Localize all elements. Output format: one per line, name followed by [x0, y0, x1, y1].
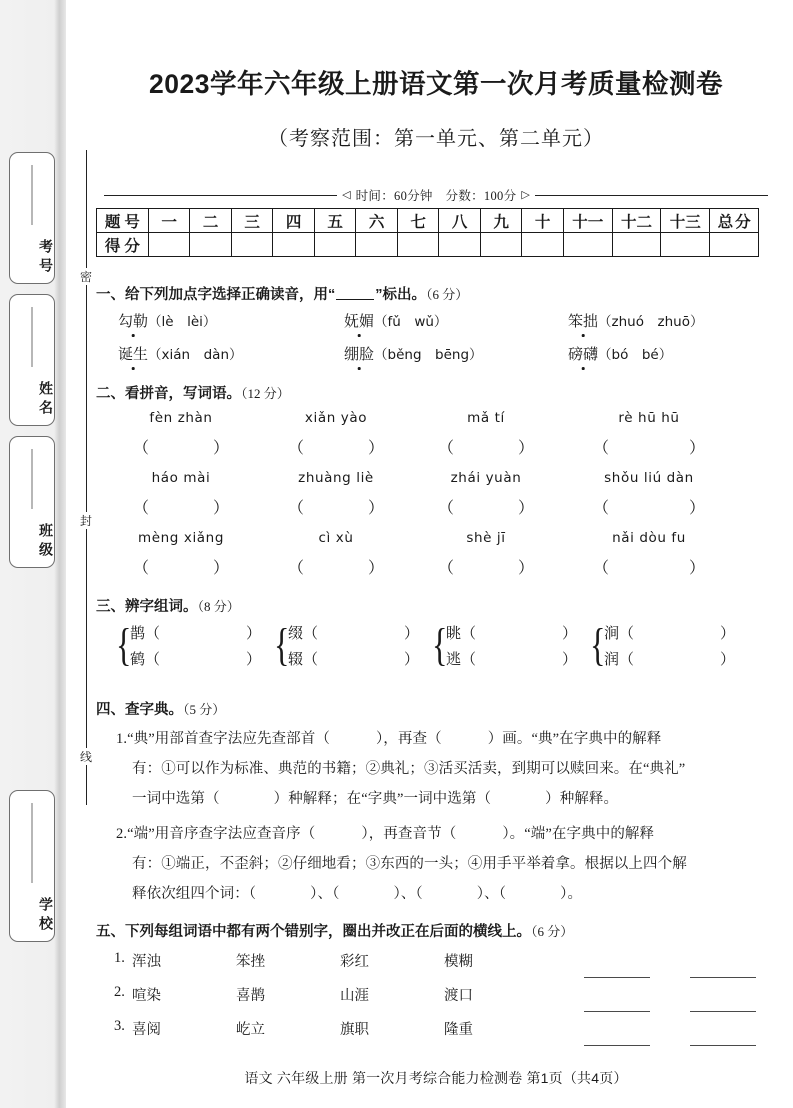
q1-text-b: ），再查（ — [375, 731, 442, 747]
seal-char-feng: 封 — [76, 512, 96, 529]
seal-box-exam-number — [9, 152, 55, 284]
paren-close: ） — [246, 626, 262, 642]
section-3-number: 三、 — [96, 599, 125, 615]
score-col-header: 九 — [480, 209, 522, 233]
section-1-title-after: ”标出。 — [375, 287, 426, 303]
score-cell[interactable] — [480, 233, 522, 257]
pinyin-prompt: zhuàng liè — [298, 470, 374, 486]
score-cell[interactable] — [522, 233, 564, 257]
pron-word: 绷脸 — [344, 347, 375, 363]
pron-word: 妩媚 — [344, 314, 375, 330]
seal-char-xian: 线 — [76, 748, 96, 765]
brace-icon: { — [432, 619, 448, 670]
page-footer: 语文 六年级上册 第一次月考综合能力检测卷 第1页（共4页） — [244, 1070, 628, 1086]
rule-left — [104, 195, 337, 196]
word-cell[interactable]: 旗职 — [340, 1022, 369, 1038]
seal-box-label: 班级 — [37, 523, 52, 561]
answer-parens[interactable]: （ ） — [592, 560, 705, 577]
writing-line — [32, 307, 33, 367]
char-label: 润（ — [604, 652, 635, 668]
brace-icon: { — [274, 619, 290, 670]
dict-q2-line2: 有：①端正，不歪斜；②仔细地看；③东西的一头；④用手平举着拿。根据以上四个解 — [132, 856, 687, 872]
pron-choice-item[interactable] — [118, 343, 243, 364]
q2-text-g: ）、（ — [476, 886, 507, 902]
char-label: 辍（ — [288, 652, 319, 668]
score-table-row-label: 题号 — [97, 209, 149, 233]
q2-text-b: ），再查音节（ — [361, 826, 457, 842]
pron-choice-item[interactable] — [118, 310, 216, 331]
dict-q1-line3 — [132, 787, 618, 808]
seal-char-mi: 密 — [76, 268, 96, 285]
section-2-number: 二、 — [96, 386, 125, 402]
exam-meta-text: 时间：60分钟 分数：100分 — [355, 189, 517, 203]
q2-text-f: ）、（ — [393, 886, 423, 902]
char-label: 缀（ — [288, 626, 319, 642]
seal-box-label: 姓名 — [37, 381, 52, 419]
q2-text-d: 释依次组四个词：（ — [132, 886, 257, 902]
q2-text-c: ）。“端”在字典中的解释 — [502, 826, 655, 842]
paren-close: ） — [562, 652, 578, 668]
word-cell[interactable]: 渡口 — [444, 988, 473, 1004]
section-1-number: 一、 — [96, 287, 125, 303]
dict-q1-line1 — [116, 727, 661, 748]
row-index: 3. — [114, 1018, 125, 1034]
score-cell[interactable] — [148, 233, 190, 257]
q2-text-h: ）。 — [560, 886, 583, 902]
char-pair-top[interactable] — [288, 622, 419, 643]
seal-box-label: 学校 — [37, 897, 52, 935]
dict-q2-line1 — [116, 822, 654, 843]
correction-blank[interactable] — [584, 1045, 650, 1046]
pron-word: 勾勒 — [118, 314, 149, 330]
score-col-header-total: 总分 — [710, 209, 759, 233]
table-row — [96, 984, 759, 1014]
char-pair-bottom[interactable] — [446, 648, 577, 669]
q1-text-c: ）画。“典”在字典中的解释 — [487, 731, 662, 747]
word-cell[interactable]: 笨挫 — [236, 954, 265, 970]
score-col-header: 一 — [148, 209, 190, 233]
pron-options: （xián dàn） — [148, 347, 243, 363]
q1-text-e: ）种解释；在“字典”一词中选第（ — [273, 791, 492, 807]
writing-line — [32, 165, 33, 225]
score-cell[interactable] — [612, 233, 661, 257]
score-cell[interactable] — [273, 233, 315, 257]
table-row — [96, 1018, 759, 1048]
brace-icon: { — [590, 619, 606, 670]
pron-word: 磅礴 — [568, 347, 599, 363]
paper-content — [96, 0, 776, 1108]
dict-q2-line3 — [132, 882, 582, 903]
score-table — [96, 208, 759, 257]
word-cell[interactable]: 彩红 — [340, 954, 369, 970]
pron-options: （běng bēng） — [374, 347, 483, 363]
page-title: 2023学年六年级上册语文第一次月考质量检测卷 — [149, 69, 723, 99]
pron-options: （bó bé） — [598, 347, 673, 363]
score-col-header: 六 — [356, 209, 398, 233]
score-cell[interactable] — [397, 233, 439, 257]
score-col-header: 十 — [522, 209, 564, 233]
pron-choice-item[interactable] — [568, 343, 672, 364]
section-4-points: （5 分） — [183, 702, 226, 717]
pinyin-prompt: mǎ tí — [467, 410, 505, 426]
q2-text-a: 2.“端”用音序查字法应查音序（ — [116, 826, 316, 842]
table-row-question-numbers — [97, 209, 759, 233]
pron-choice-item[interactable] — [568, 310, 703, 331]
pinyin-prompt: zhái yuàn — [450, 470, 522, 486]
pron-options: （fǔ wǔ） — [374, 314, 448, 330]
pinyin-prompt: nǎi dòu fu — [612, 530, 686, 546]
answer-parens[interactable]: （ ） — [132, 500, 229, 517]
score-table-row-label: 得分 — [97, 233, 149, 257]
char-pair-group — [432, 619, 582, 674]
correction-blank[interactable] — [584, 1011, 650, 1012]
pron-choice-item[interactable] — [344, 343, 483, 364]
paren-close: ） — [720, 652, 736, 668]
q2-text-e: ）、（ — [310, 886, 340, 902]
score-cell[interactable] — [356, 233, 398, 257]
answer-parens[interactable]: （ ） — [437, 440, 534, 457]
score-col-header: 三 — [231, 209, 273, 233]
pron-options: （zhuó zhuō） — [598, 314, 704, 330]
page-subtitle: （考察范围：第一单元、第二单元） — [268, 128, 604, 150]
seal-dividing-line — [86, 150, 87, 805]
word-cell[interactable]: 喜鹊 — [236, 988, 265, 1004]
answer-parens[interactable]: （ ） — [132, 560, 229, 577]
section-5-heading — [96, 920, 573, 941]
row-index: 1. — [114, 950, 125, 966]
char-pair-bottom[interactable] — [604, 648, 735, 669]
answer-parens[interactable]: （ ） — [287, 500, 384, 517]
pinyin-prompt: shè jī — [466, 530, 506, 546]
pinyin-prompt: fèn zhàn — [149, 410, 213, 426]
section-2-points: （12 分） — [241, 386, 290, 401]
seal-margin — [0, 0, 66, 1108]
score-cell[interactable] — [661, 233, 710, 257]
pron-options: （lè lèi） — [148, 314, 217, 330]
pinyin-prompt: xiǎn yào — [304, 410, 368, 426]
correction-blank[interactable] — [584, 977, 650, 978]
pinyin-prompt: rè hū hū — [618, 410, 680, 426]
correction-blank[interactable] — [690, 1011, 756, 1012]
score-cell-total[interactable] — [710, 233, 759, 257]
char-label: 眺（ — [446, 626, 477, 642]
writing-line — [32, 803, 33, 883]
correction-blank[interactable] — [690, 977, 756, 978]
char-pair-group — [116, 619, 266, 674]
section-5-number: 五、 — [96, 924, 125, 940]
char-pair-top[interactable] — [446, 622, 577, 643]
score-col-header: 五 — [314, 209, 356, 233]
pinyin-prompt: shǒu liú dàn — [604, 470, 694, 486]
char-label: 鹊（ — [130, 626, 161, 642]
answer-parens[interactable]: （ ） — [592, 500, 705, 517]
pinyin-prompt: cì xù — [318, 530, 354, 546]
paren-close: ） — [720, 626, 736, 642]
answer-parens[interactable]: （ ） — [132, 440, 229, 457]
triangle-left-icon: ◁ — [342, 188, 351, 201]
dict-q1-line2: 有：①可以作为标准、典范的书籍；②典礼；③活买活卖，到期可以赎回来。在“典礼” — [132, 761, 686, 777]
writing-line — [32, 449, 33, 509]
score-cell[interactable] — [314, 233, 356, 257]
section-5-points: （6 分） — [531, 924, 574, 939]
pinyin-prompt: mèng xiǎng — [137, 530, 224, 546]
answer-parens[interactable]: （ ） — [592, 440, 705, 457]
section-2-heading — [96, 382, 290, 403]
section-5-title: 下列每组词语中都有两个错别字，圈出并改正在后面的横线上。 — [125, 924, 531, 940]
char-pair-bottom[interactable] — [288, 648, 419, 669]
pinyin-prompt: háo mài — [151, 470, 211, 486]
section-3-heading — [96, 595, 240, 616]
char-pair-top[interactable] — [130, 622, 261, 643]
word-cell[interactable]: 喧染 — [132, 988, 161, 1004]
paren-close: ） — [562, 626, 578, 642]
score-cell[interactable] — [439, 233, 481, 257]
score-col-header: 十三 — [661, 209, 710, 233]
score-col-header: 十二 — [612, 209, 661, 233]
seal-box-label: 考号 — [37, 239, 52, 277]
correction-blank[interactable] — [690, 1045, 756, 1046]
section-4-number: 四、 — [96, 702, 125, 718]
score-col-header: 十一 — [563, 209, 612, 233]
char-pair-group — [274, 619, 424, 674]
pron-word: 诞生 — [118, 347, 149, 363]
char-label: 鹤（ — [130, 652, 161, 668]
char-pair-bottom[interactable] — [130, 648, 261, 669]
section-3-title: 辨字组词。 — [125, 599, 198, 615]
seal-box-class — [9, 436, 55, 568]
section-1-title-before: 给下列加点字选择正确读音，用“ — [125, 287, 336, 303]
section-1-heading — [96, 283, 468, 304]
section-1-points: （6 分） — [426, 287, 469, 302]
word-cell[interactable]: 山涯 — [340, 988, 369, 1004]
q1-text-f: ）种解释。 — [545, 791, 619, 807]
exam-meta-rule — [104, 185, 768, 205]
score-col-header: 七 — [397, 209, 439, 233]
paren-close: ） — [404, 626, 420, 642]
score-cell[interactable] — [190, 233, 232, 257]
q1-text-d: 一词中选第（ — [132, 791, 220, 807]
q1-text-a: 1.“典”用部首查字法应先查部首（ — [116, 731, 330, 747]
table-row-scores — [97, 233, 759, 257]
triangle-right-icon: ▷ — [521, 188, 530, 201]
section-2-title: 看拼音，写词语。 — [125, 386, 241, 402]
word-cell[interactable]: 浑浊 — [132, 954, 161, 970]
score-cell[interactable] — [231, 233, 273, 257]
answer-parens[interactable]: （ ） — [287, 560, 384, 577]
word-cell[interactable]: 屹立 — [236, 1022, 265, 1038]
seal-box-school — [9, 790, 55, 942]
answer-parens[interactable]: （ ） — [287, 440, 384, 457]
score-cell[interactable] — [563, 233, 612, 257]
char-pair-group — [590, 619, 740, 674]
paren-close: ） — [246, 652, 262, 668]
section-4-title: 查字典。 — [125, 702, 183, 718]
word-cell[interactable]: 隆重 — [444, 1022, 473, 1038]
row-index: 2. — [114, 984, 125, 1000]
table-row — [96, 950, 759, 980]
section-3-points: （8 分） — [197, 599, 240, 614]
rule-right — [535, 195, 768, 196]
char-label: 逃（ — [446, 652, 477, 668]
word-cell[interactable]: 模糊 — [444, 954, 473, 970]
score-col-header: 二 — [190, 209, 232, 233]
pron-choice-item[interactable] — [344, 310, 447, 331]
answer-parens[interactable]: （ ） — [437, 560, 534, 577]
brace-icon: { — [116, 619, 132, 670]
word-cell[interactable]: 喜阅 — [132, 1022, 161, 1038]
paren-close: ） — [404, 652, 420, 668]
char-pair-top[interactable] — [604, 622, 735, 643]
char-label: 涧（ — [604, 626, 635, 642]
section-4-heading — [96, 698, 225, 719]
answer-parens[interactable]: （ ） — [437, 500, 534, 517]
seal-box-name — [9, 294, 55, 426]
underline-placeholder — [336, 299, 374, 300]
score-col-header: 四 — [273, 209, 315, 233]
score-col-header: 八 — [439, 209, 481, 233]
pron-word: 笨拙 — [568, 314, 599, 330]
